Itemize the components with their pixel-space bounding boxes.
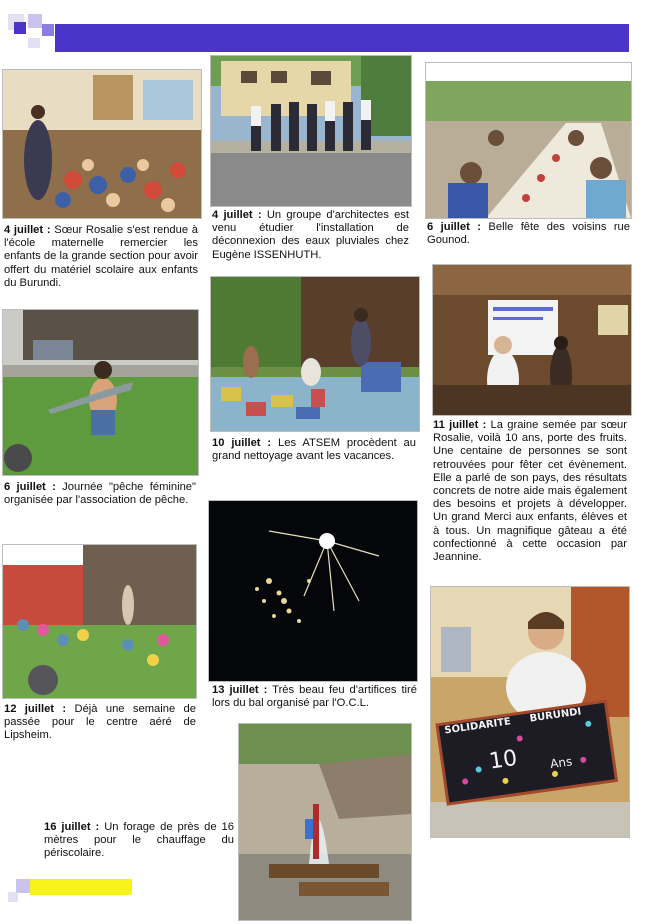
photo-centre-aere: [2, 544, 197, 699]
photo-neighbours-party: [425, 62, 632, 219]
caption-text: Déjà une semaine de passée pour le centre aéré de Lipsheim.: [4, 703, 196, 742]
footer-decoration: [0, 870, 140, 910]
caption-text: Un forage de près de 16 mètres pour le chauffage du périscolaire.: [44, 821, 234, 860]
pixel-square: [8, 892, 18, 902]
caption-fireworks: [212, 684, 417, 710]
photo-seed-presentation: [432, 264, 632, 416]
caption-text: La graine semée par sœur Rosalie, voilà 10 ans, porte des fruits. Une centaine de personnes se sont retrouvées pour fêter cet évènement. Elle a parlé de son pays, des résultats concrets de notre aide mais également des besoins et projets à développer. Un grand Merci aux enfants, élèves et à tous. Un magnifique gâteau a été confectionné à cette occasion par Jeannine.: [433, 419, 627, 564]
caption-date: 6 juillet :: [427, 221, 481, 233]
photo-school-visit: [2, 69, 202, 219]
caption-date: 10 juillet :: [212, 437, 272, 449]
photo-fireworks: [208, 500, 418, 682]
caption-date: 11 juillet :: [433, 419, 487, 431]
caption-atsem: [212, 437, 416, 463]
photo-fishing-day: [2, 309, 199, 476]
caption-architects: [212, 209, 409, 262]
caption-drilling: [44, 821, 234, 861]
pixel-square: [14, 22, 26, 34]
photo-drilling: [238, 723, 412, 921]
caption-date: 12 juillet :: [4, 703, 67, 715]
caption-school-visit: [4, 224, 198, 290]
cake-text-number: 10: [487, 745, 519, 775]
caption-text: Un groupe d'architectes est venu étudier l'installation de déconnexion des eaux pluviales chez Eugène ISSENHUTH.: [212, 209, 409, 261]
header-decoration: [0, 0, 650, 60]
caption-fishing-day: [4, 481, 196, 507]
caption-date: 4 juillet :: [212, 209, 262, 221]
caption-text: Journée "pêche féminine" organisée par l'association de pêche.: [4, 481, 196, 507]
pixel-square: [42, 24, 54, 36]
cake-text-ans: Ans: [549, 754, 574, 772]
caption-text: Belle fête des voisins rue Gounod.: [427, 221, 630, 247]
caption-neighbours-party: [427, 221, 630, 247]
caption-date: 4 juillet :: [4, 224, 51, 236]
caption-date: 6 juillet :: [4, 481, 56, 493]
header-bar: [55, 24, 629, 52]
footer-bar: [30, 879, 132, 895]
caption-centre-aere: [4, 703, 196, 743]
pixel-square: [16, 879, 30, 893]
caption-date: 16 juillet :: [44, 821, 100, 833]
caption-text: Sœur Rosalie s'est rendue à l'école maternelle remercier les enfants de la grande section pour avoir offert du matériel scolaire aux enfants du Burundi.: [4, 224, 198, 289]
caption-date: 13 juillet :: [212, 684, 268, 696]
caption-text: Les ATSEM procèdent au grand nettoyage avant les vacances.: [212, 437, 417, 463]
photo-architects: [210, 55, 412, 207]
pixel-square: [28, 38, 40, 48]
cake-text-solidarite: SOLIDARITE: [443, 716, 512, 737]
caption-text: Très beau feu d'artifices tiré lors du bal organisé par l'O.C.L.: [212, 684, 417, 710]
caption-seed: [433, 419, 627, 564]
cake-text-burundi: BURUNDI: [528, 706, 582, 725]
pixel-square: [28, 14, 42, 28]
photo-atsem-cleaning: [210, 276, 420, 432]
